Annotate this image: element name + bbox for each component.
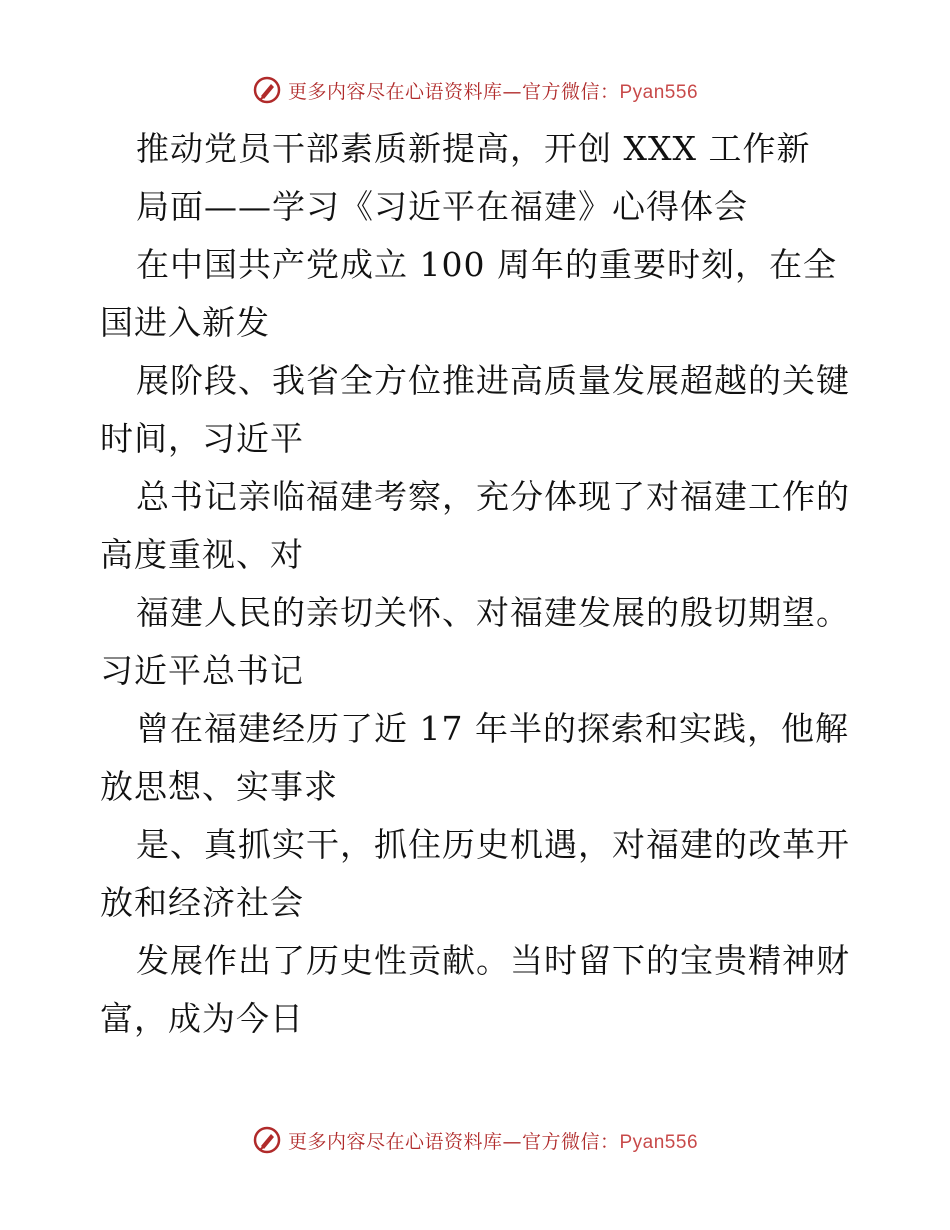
paragraph-line: 发展作出了历史性贡献。当时留下的宝贵精神财	[136, 941, 850, 980]
title-line-2: 局面——学习《习近平在福建》心得体会	[136, 187, 748, 226]
footer-banner-text	[288, 1127, 698, 1154]
paragraph-line: 放思想、实事求	[100, 767, 338, 806]
paragraph-line: 高度重视、对	[100, 535, 304, 574]
paragraph-line: 福建人民的亲切关怀、对福建发展的殷切期望。	[136, 593, 850, 632]
header-banner-text	[288, 77, 698, 104]
paragraph-line: 放和经济社会	[100, 883, 304, 922]
header-banner-title: 更多内容尽在心语资料库	[287, 80, 503, 103]
paragraph-line: 时间，习近平	[100, 419, 304, 458]
header-banner-handle: Pyan556	[619, 81, 699, 103]
pen-logo-icon	[252, 75, 282, 105]
footer-banner-separator: —	[502, 1130, 522, 1153]
paragraph-line: 总书记亲临福建考察，充分体现了对福建工作的	[136, 477, 850, 516]
header-banner-wechat-label: 官方微信：	[521, 80, 620, 103]
pen-logo-icon	[252, 1125, 282, 1155]
footer-banner	[0, 1120, 950, 1160]
footer-banner-wechat-label: 官方微信：	[521, 1130, 620, 1153]
paragraph-line: 在中国共产党成立 100 周年的重要时刻，在全	[136, 245, 837, 284]
paragraph-line: 是、真抓实干，抓住历史机遇，对福建的改革开	[136, 825, 850, 864]
document-body	[100, 120, 860, 1048]
paragraph-line: 富，成为今日	[100, 999, 304, 1038]
paragraph-line: 习近平总书记	[100, 651, 304, 690]
header-banner-separator: —	[502, 80, 522, 103]
title-line-1: 推动党员干部素质新提高，开创 XXX 工作新	[136, 129, 811, 168]
header-banner	[0, 70, 950, 110]
paragraph-line: 曾在福建经历了近 17 年半的探索和实践，他解	[136, 709, 849, 748]
footer-banner-title: 更多内容尽在心语资料库	[287, 1130, 503, 1153]
footer-banner-handle: Pyan556	[619, 1131, 699, 1153]
paragraph-line: 国进入新发	[100, 303, 270, 342]
paragraph-line: 展阶段、我省全方位推进高质量发展超越的关键	[136, 361, 850, 400]
